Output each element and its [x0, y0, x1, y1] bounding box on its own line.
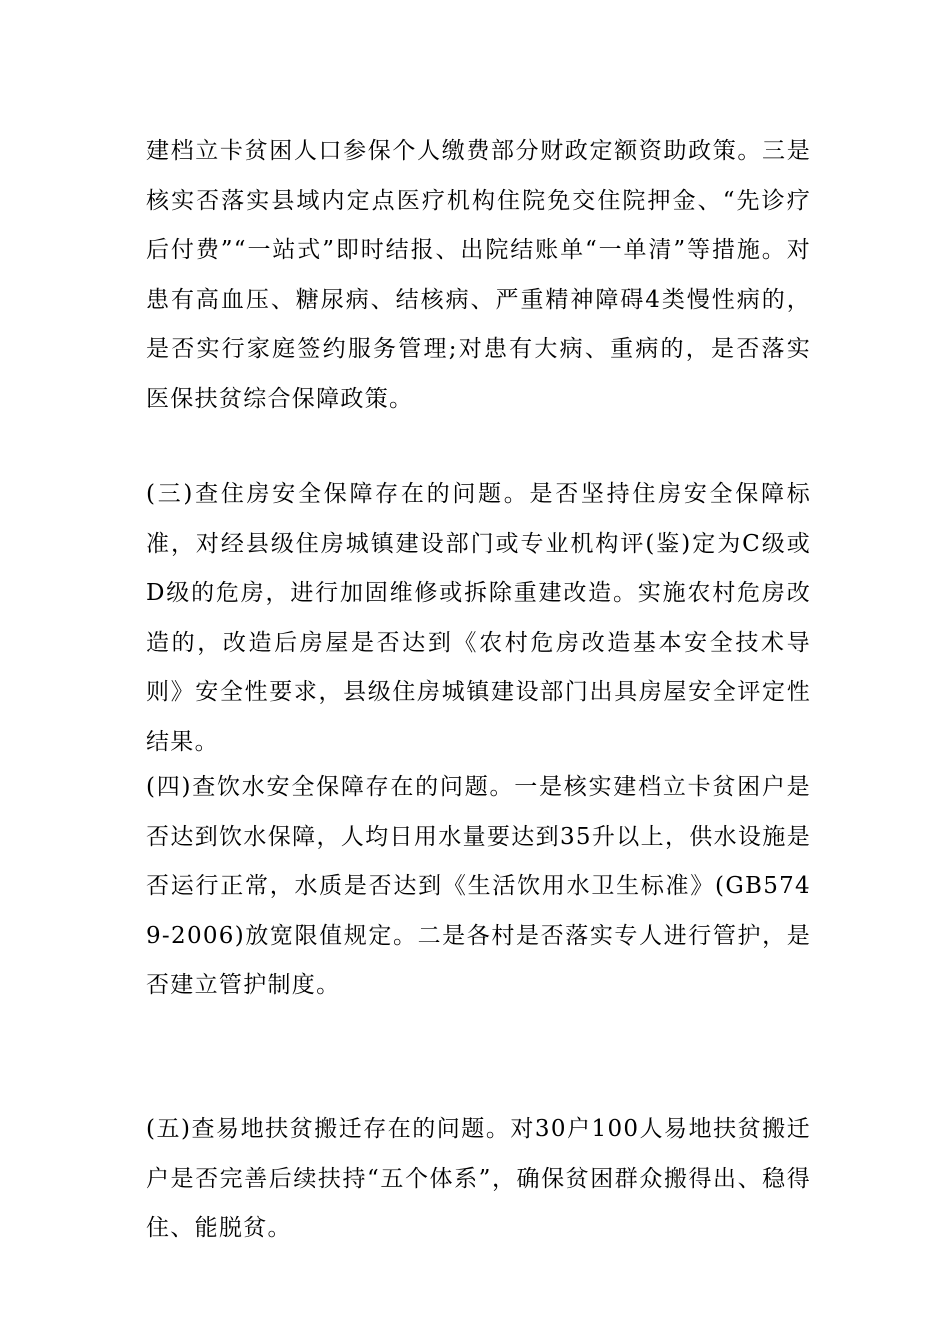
paragraph-drinking-water-safety: (四)查饮水安全保障存在的问题。一是核实建档立卡贫困户是否达到饮水保障，人均日用水量要达到35升以上，供水设施是否运行正常，水质是否达到《生活饮用水卫生标准》(GB5749-2006)放宽限值规定。二是各村是否落实专人进行管护，是否建立管护制度。 — [146, 774, 811, 998]
paragraph-relocation: (五)查易地扶贫搬迁存在的问题。对30户100人易地扶贫搬迁户是否完善后续扶持“五个体系”，确保贫困群众搬得出、稳得住、能脱贫。 — [146, 1116, 811, 1241]
paragraph-housing-safety: (三)查住房安全保障存在的问题。是否坚持住房安全保障标准，对经县级住房城镇建设部门或专业机构评(鉴)定为C级或D级的危房，进行加固维修或拆除重建改造。实施农村危房改造的，改造后房屋是否达到《农村危房改造基本安全技术导则》安全性要求，县级住房城镇建设部门出具房屋安全评定性结果。 — [146, 481, 811, 755]
paragraph-medical-insurance: 建档立卡贫困人口参保个人缴费部分财政定额资助政策。三是核实否落实县域内定点医疗机构住院免交住院押金、“先诊疗后付费”“一站式”即时结报、出院结账单“一单清”等措施。对患有高血压、糖尿病、结核病、严重精神障碍4类慢性病的，是否实行家庭签约服务管理;对患有大病、重病的，是否落实医保扶贫综合保障政策。 — [146, 138, 811, 412]
